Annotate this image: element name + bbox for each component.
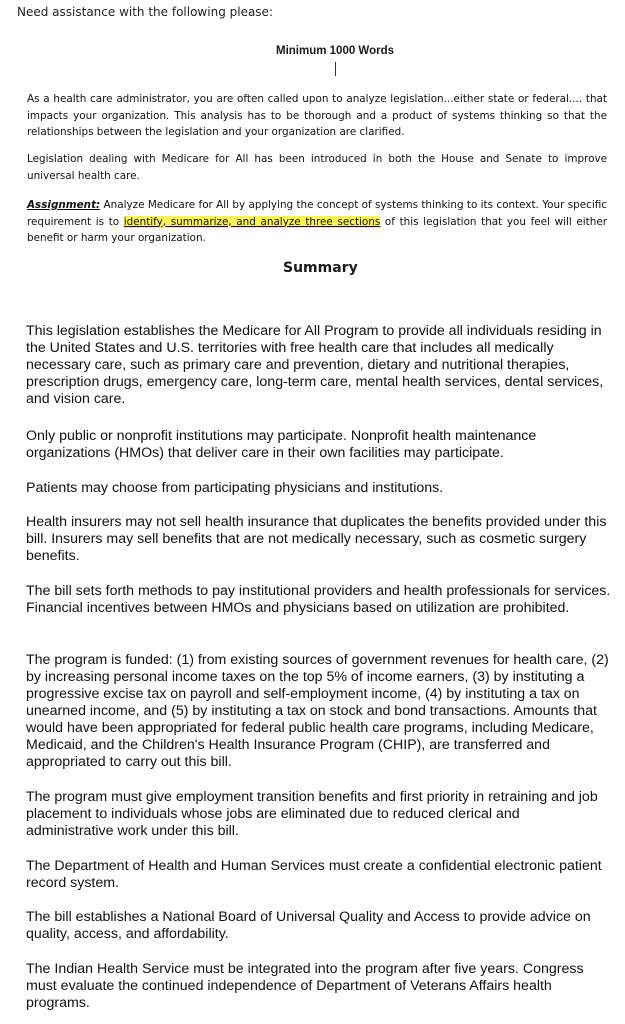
min-words-heading: Minimum 1000 Words <box>275 45 394 57</box>
context-paragraph: As a health care administrator, you are often called upon to analyze legislation...either state or federal.... that impacts your organization. This analysis has to be thorough and a product of systems thinking so that the relationships between the legislation and your organization are clarified. <box>27 93 607 138</box>
assignment-text-after: of this legislation that you feel will either benefit or harm your organization. <box>27 215 607 244</box>
summary-paragraph: The program must give employment transition benefits and first priority in retraining and job placement to individuals whose jobs are eliminated due to reduced clerical and administrative work under this bill. <box>26 789 598 839</box>
summary-paragraph: The Department of Health and Human Services must create a confidential electronic patient record system. <box>26 858 602 891</box>
summary-paragraph: Only public or nonprofit institutions may participate. Nonprofit health maintenance organizations (HMOs) that deliver care in their own facilities may participate. <box>26 428 537 461</box>
summary-paragraph: Health insurers may not sell health insurance that duplicates the benefits provided under this bill. Insurers may sell benefits that are not medically necessary, such as cosmetic surgery benefits. <box>26 514 607 564</box>
summary-paragraph: The Indian Health Service must be integrated into the program after five years. Congress must evaluate the continued independence of Department of Veterans Affairs health programs. <box>26 961 584 1011</box>
assignment-label: Assignment: <box>27 199 101 211</box>
intro-text: Need assistance with the following please: <box>17 5 273 19</box>
summary-paragraph: The bill establishes a National Board of Universal Quality and Access to provide advice on quality, access, and affordability. <box>26 909 591 942</box>
assignment-highlight: identify, summarize, and analyze three sections <box>123 215 381 228</box>
text-cursor <box>335 62 336 76</box>
summary-paragraph: The bill sets forth methods to pay institutional providers and health professionals for services. Financial incentives between HMOs and physicians based on utilization are prohibited. <box>26 583 611 616</box>
summary-paragraph: The program is funded: (1) from existing sources of government revenues for health care, (2) by increasing personal income taxes on the top 5% of income earners, (3) by instituting a progressive excise tax on payroll and self-employment income, (4) by instituting a tax on unearned income, and (5) by instituting a tax on stock and bond transactions. Amounts that would have been appropriated for federal public health care programs, including Medicare, Medicaid, and the Children's Health Insurance Program (CHIP), are transferred and appropriated to carry out this bill. <box>26 652 609 770</box>
summary-paragraph: This legislation establishes the Medicare for All Program to provide all individuals residing in the United States and U.S. territories with free health care that includes all medically necessary care, such as primary care and prevention, dietary and nutritional therapies, prescription drugs, emergency care, long-term care, mental health services, dental services, and vision care. <box>26 323 604 407</box>
assignment-text-before: Analyze Medicare for All by applying the concept of systems thinking to its context. Your specific requirement is to <box>27 199 607 228</box>
summary-paragraph: Patients may choose from participating physicians and institutions. <box>26 480 444 496</box>
summary-title: Summary <box>283 260 358 276</box>
legislation-paragraph: Legislation dealing with Medicare for All has been introduced in both the House and Senate to improve universal health care. <box>27 153 607 182</box>
assignment-paragraph <box>27 197 607 247</box>
